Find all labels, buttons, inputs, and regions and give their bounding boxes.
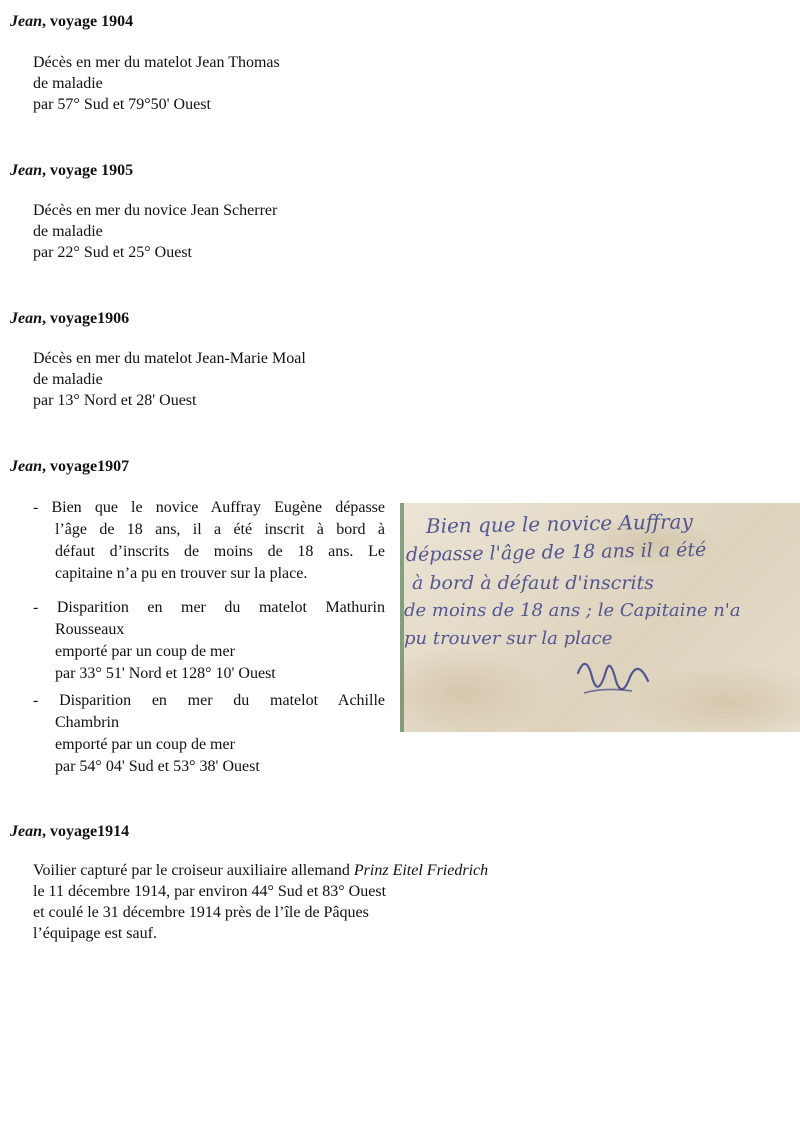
- body-line: - Bien que le novice Auffray Eugène dépasse: [33, 499, 385, 516]
- body-line: Décès en mer du matelot Jean Thomas: [33, 54, 280, 71]
- body-line: par 13° Nord et 28' Ouest: [33, 392, 197, 409]
- entry-item-chambrin: [33, 690, 385, 778]
- handwriting-line: pu trouver sur la place: [404, 628, 613, 649]
- ship-name: Jean: [10, 162, 42, 179]
- voyage-label: , voyage1914: [42, 823, 130, 840]
- entry-title: [10, 12, 133, 32]
- voyage-label: , voyage1906: [42, 310, 130, 327]
- capture-text: Voilier capturé par le croiseur auxiliaire allemand: [33, 862, 354, 879]
- entry-body: [33, 348, 306, 411]
- entry-item-rousseaux: [33, 597, 385, 685]
- entry-title: [10, 161, 133, 181]
- ship-name: Jean: [10, 823, 42, 840]
- body-line: de maladie: [33, 223, 103, 240]
- body-line: l’âge de 18 ans, il a été inscrit à bord à: [55, 521, 385, 538]
- handwriting-line: Bien que le novice Auffray: [425, 509, 693, 538]
- handwritten-note-image: [400, 503, 800, 732]
- handwriting-line: de moins de 18 ans ; le Capitaine n'a: [404, 600, 741, 621]
- entry-title: [10, 822, 129, 842]
- cruiser-name: Prinz Eitel Friedrich: [353, 862, 489, 879]
- ship-name: Jean: [10, 458, 42, 475]
- body-line: de maladie: [33, 371, 103, 388]
- body-line: Décès en mer du novice Jean Scherrer: [33, 202, 278, 219]
- body-line: le 11 décembre 1914, par environ 44° Sud et 83° Ouest: [33, 883, 387, 900]
- body-line: emporté par un coup de mer: [55, 736, 235, 753]
- body-line: emporté par un coup de mer: [55, 643, 235, 660]
- body-line: par 57° Sud et 79°50' Ouest: [33, 96, 211, 113]
- body-line: Décès en mer du matelot Jean-Marie Moal: [33, 350, 306, 367]
- body-line: [33, 860, 488, 881]
- ship-name: Jean: [10, 310, 42, 327]
- body-line: de maladie: [33, 75, 103, 92]
- voyage-label: , voyage 1905: [42, 162, 134, 179]
- body-line: par 22° Sud et 25° Ouest: [33, 244, 192, 261]
- body-line: et coulé le 31 décembre 1914 près de l’île de Pâques: [33, 904, 369, 921]
- body-line: par 33° 51' Nord et 128° 10' Ouest: [55, 665, 276, 682]
- body-line: par 54° 04' Sud et 53° 38' Ouest: [55, 758, 260, 775]
- voyage-label: , voyage 1904: [42, 13, 134, 30]
- body-line: - Disparition en mer du matelot Mathurin: [33, 599, 385, 616]
- body-line: capitaine n’a pu en trouver sur la place.: [55, 565, 308, 582]
- entry-body: [33, 52, 280, 115]
- handwriting-drawing: [400, 503, 800, 732]
- body-line: l’équipage est sauf.: [33, 925, 157, 942]
- entry-title: [10, 309, 129, 329]
- handwriting-line: à bord à défaut d'inscrits: [412, 572, 654, 594]
- body-line: - Disparition en mer du matelot Achille: [33, 692, 385, 709]
- entry-title: [10, 457, 129, 477]
- ship-name: Jean: [10, 13, 42, 30]
- entry-body: [33, 200, 277, 263]
- body-line: Chambrin: [55, 714, 119, 731]
- entry-item-auffray: [33, 497, 385, 585]
- voyage-label: , voyage1907: [42, 458, 130, 475]
- entry-body: [33, 860, 488, 944]
- body-line: Rousseaux: [55, 621, 125, 638]
- body-line: défaut d’inscrits de moins de 18 ans. Le: [55, 543, 385, 560]
- handwriting-line: dépasse l'âge de 18 ans il a été: [405, 538, 707, 566]
